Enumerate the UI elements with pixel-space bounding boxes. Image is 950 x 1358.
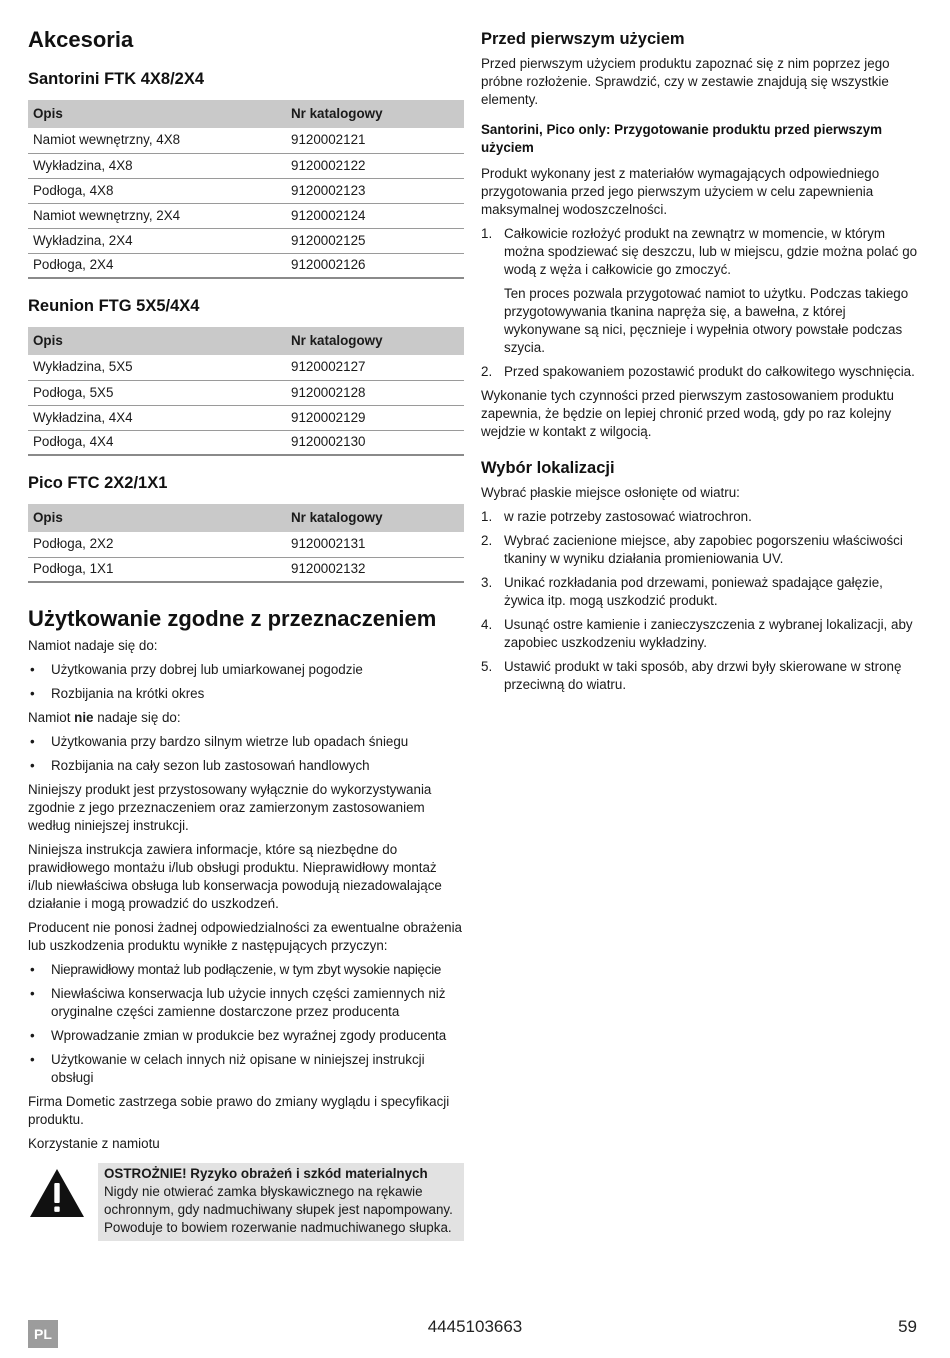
- cell-desc: Wykładzina, 4X8: [28, 153, 286, 178]
- paragraph: Firma Dometic zastrzega sobie prawo do zmiany wyglądu i specyfikacji produktu.: [28, 1094, 450, 1127]
- not-suitable-list: [28, 733, 464, 775]
- not-suitable-pre: Namiot: [28, 710, 75, 725]
- cell-desc: Podłoga, 5X5: [28, 380, 286, 405]
- list-item: [481, 363, 918, 381]
- table-row: [28, 532, 464, 557]
- table-row: [28, 228, 464, 253]
- accessories-table-reunion: [28, 327, 464, 456]
- step-text: Unikać rozkładania pod drzewami, ponieważ spadające gałęzie, żywica itp. mogą uszkodzić produkt.: [504, 575, 883, 608]
- paragraph: Korzystanie z namiotu: [28, 1136, 160, 1151]
- step-text: Ustawić produkt w taki sposób, aby drzwi były skierowane w stronę przeciwną do wiatru.: [504, 659, 902, 692]
- list-item: • Nieprawidłowy montaż lub podłączenie, w tym zbyt wysokie napięcie: [28, 961, 464, 979]
- first-use-steps: [481, 225, 918, 381]
- accessories-table-santorini: [28, 100, 464, 279]
- table-row: [28, 128, 464, 153]
- suitable-intro: Namiot nadaje się do:: [28, 638, 158, 653]
- table-header: [28, 100, 464, 128]
- first-use-outro: Wykonanie tych czynności przed pierwszym zastosowaniem produktu zapewnia, że będzie on lepiej chronić przed wodą, gdy po raz kolejny wejdzie w kontakt z wilgocią.: [481, 388, 894, 439]
- first-use-subtitle: Santorini, Pico only: Przygotowanie produktu przed pierwszym użyciem: [481, 122, 883, 155]
- not-suitable-post: nadaje się do:: [93, 710, 181, 725]
- cell-catalog: 9120002129: [286, 405, 464, 430]
- page-number: 59: [898, 1317, 917, 1336]
- cell-catalog: 9120002131: [286, 532, 464, 557]
- table-row: [28, 253, 464, 278]
- left-column: [28, 26, 464, 1241]
- cell-catalog: 9120002126: [286, 253, 464, 278]
- location-title: Wybór lokalizacji: [481, 459, 615, 477]
- cell-catalog: 9120002130: [286, 430, 464, 455]
- causes-list: [28, 961, 464, 1087]
- accessories-table-pico: [28, 504, 464, 583]
- table-row: [28, 405, 464, 430]
- col-header-catalog: Nr katalogowy: [286, 504, 464, 532]
- list-item: • Użytkowania przy bardzo silnym wietrze lub opadach śniegu: [28, 733, 464, 751]
- table-row: [28, 203, 464, 228]
- table-row: [28, 355, 464, 380]
- cell-desc: Namiot wewnętrzny, 2X4: [28, 203, 286, 228]
- location-steps: [481, 508, 918, 694]
- document-code: 4445103663: [427, 1317, 523, 1336]
- table-row: [28, 430, 464, 455]
- paragraph: Niniejsza instrukcja zawiera informacje, które są niezbędne do prawidłowego montażu i/lub obsługi produktu. Nieprawidłowy montaż i/lub niewłaściwa obsługa lub konserwacja powodują niezadowalające działanie i mogą prowadzić do uszkodzeń.: [28, 842, 442, 911]
- step-number: 4.: [481, 617, 493, 632]
- cell-catalog: 9120002121: [286, 128, 464, 153]
- col-header-desc: Opis: [28, 100, 286, 128]
- step-text: w razie potrzeby zastosować wiatrochron.: [504, 509, 752, 524]
- caution-text: Nigdy nie otwierać zamka błyskawicznego na rękawie ochronnym, gdy nadmuchiwany słupek jest napompowany. Powoduje to bowiem rozerwanie nadmuchiwanego słupka.: [104, 1184, 453, 1235]
- right-column: [481, 28, 918, 694]
- step-text: Przed spakowaniem pozostawić produkt do całkowitego wyschnięcia.: [504, 364, 915, 379]
- table-row: [28, 178, 464, 203]
- step-text: Wybrać zacienione miejsce, aby zapobiec pogorszeniu właściwości tkaniny w wyniku działania promieniowania UV.: [504, 533, 903, 566]
- list-item: [481, 574, 918, 610]
- step-text: Całkowicie rozłożyć produkt na zewnątrz w momencie, w którym można spodziewać się deszczu, lub w miejscu, gdzie można polać go wodą z węża i całkowicie go zmoczyć.: [504, 226, 918, 277]
- cell-desc: Podłoga, 4X8: [28, 178, 286, 203]
- list-item: • Użytkowanie w celach innych niż opisane w niniejszej instrukcji obsługi: [28, 1051, 464, 1087]
- list-item: • Wprowadzanie zmian w produkcie bez wyraźnej zgody producenta: [28, 1027, 464, 1045]
- not-suitable-bold: nie: [74, 710, 94, 725]
- first-use-sub-intro: Produkt wykonany jest z materiałów wymagających odpowiedniego przygotowania przed jego pierwszym użyciem w celu zapewnienia maksymalnej wodoszczelności.: [481, 166, 880, 217]
- table-title-santorini: Santorini FTK 4X8/2X4: [28, 70, 205, 88]
- list-item: • Użytkowania przy dobrej lub umiarkowanej pogodzie: [28, 661, 464, 679]
- list-item: [481, 225, 918, 357]
- cell-catalog: 9120002125: [286, 228, 464, 253]
- cell-catalog: 9120002122: [286, 153, 464, 178]
- step-number: 1.: [481, 226, 493, 241]
- list-item: [481, 658, 918, 694]
- cell-catalog: 9120002124: [286, 203, 464, 228]
- caution-box: [98, 1163, 464, 1241]
- step-number: 5.: [481, 659, 493, 674]
- col-header-desc: Opis: [28, 504, 286, 532]
- cell-desc: Namiot wewnętrzny, 4X8: [28, 128, 286, 153]
- step-extra: Ten proces pozwala przygotować namiot to użytku. Podczas takiego przygotowywania tkanina napręża się, a bawełna, z której wykonywane są nici, pęcznieje i wypełnia otwory powstałe podczas szycia.: [504, 286, 909, 355]
- cell-catalog: 9120002123: [286, 178, 464, 203]
- cell-catalog: 9120002132: [286, 557, 464, 582]
- table-title-pico: Pico FTC 2X2/1X1: [28, 474, 168, 492]
- col-header-catalog: Nr katalogowy: [286, 100, 464, 128]
- step-text: Usunąć ostre kamienie i zanieczyszczenia z wybranej lokalizacji, aby zapobiec uszkodzeniu wykładziny.: [504, 617, 913, 650]
- step-number: 3.: [481, 575, 493, 590]
- language-badge: PL: [28, 1320, 58, 1348]
- list-item: [481, 508, 918, 526]
- suitable-list: [28, 661, 464, 703]
- accessories-title: Akcesoria: [28, 27, 134, 52]
- step-number: 2.: [481, 533, 493, 548]
- table-header: [28, 327, 464, 355]
- cell-catalog: 9120002127: [286, 355, 464, 380]
- caution-notice: [28, 1163, 464, 1241]
- cell-desc: Podłoga, 2X2: [28, 532, 286, 557]
- table-row: [28, 380, 464, 405]
- warning-triangle-icon: [28, 1163, 98, 1241]
- first-use-intro: Przed pierwszym użyciem produktu zapoznać się z nim poprzez jego próbne rozłożenie. Sprawdzić, czy w zestawie znajdują się wszystkie elementy.: [481, 56, 890, 107]
- cell-desc: Wykładzina, 4X4: [28, 405, 286, 430]
- caution-title: OSTROŻNIE! Ryzyko obrażeń i szkód materialnych: [104, 1166, 428, 1181]
- col-header-catalog: Nr katalogowy: [286, 327, 464, 355]
- not-suitable-intro: [28, 709, 464, 727]
- table-row: [28, 153, 464, 178]
- list-item: [481, 532, 918, 568]
- location-intro: Wybrać płaskie miejsce osłonięte od wiatru:: [481, 485, 740, 500]
- list-item: • Niewłaściwa konserwacja lub użycie innych części zamiennych niż oryginalne części zamienne dostarczone przez producenta: [28, 985, 464, 1021]
- cell-catalog: 9120002128: [286, 380, 464, 405]
- step-number: 2.: [481, 364, 493, 379]
- list-item: [481, 616, 918, 652]
- table-title-reunion: Reunion FTG 5X5/4X4: [28, 297, 200, 315]
- intended-use-title: Użytkowanie zgodne z przeznaczeniem: [28, 606, 437, 631]
- cell-desc: Podłoga, 1X1: [28, 557, 286, 582]
- table-header: [28, 504, 464, 532]
- col-header-desc: Opis: [28, 327, 286, 355]
- paragraph: Producent nie ponosi żadnej odpowiedzialności za ewentualne obrażenia lub uszkodzenia produktu wynikłe z następujących przyczyn:: [28, 920, 463, 953]
- step-number: 1.: [481, 509, 493, 524]
- paragraph: Niniejszy produkt jest przystosowany wyłącznie do wykorzystywania zgodnie z jego przeznaczeniem oraz zamierzonym zastosowaniem według niniejszej instrukcji.: [28, 782, 432, 833]
- first-use-title: Przed pierwszym użyciem: [481, 30, 685, 48]
- table-row: [28, 557, 464, 582]
- cell-desc: Wykładzina, 2X4: [28, 228, 286, 253]
- cell-desc: Podłoga, 4X4: [28, 430, 286, 455]
- list-item: • Rozbijania na cały sezon lub zastosowań handlowych: [28, 757, 464, 775]
- cell-desc: Wykładzina, 5X5: [28, 355, 286, 380]
- list-item: • Rozbijania na krótki okres: [28, 685, 464, 703]
- cell-desc: Podłoga, 2X4: [28, 253, 286, 278]
